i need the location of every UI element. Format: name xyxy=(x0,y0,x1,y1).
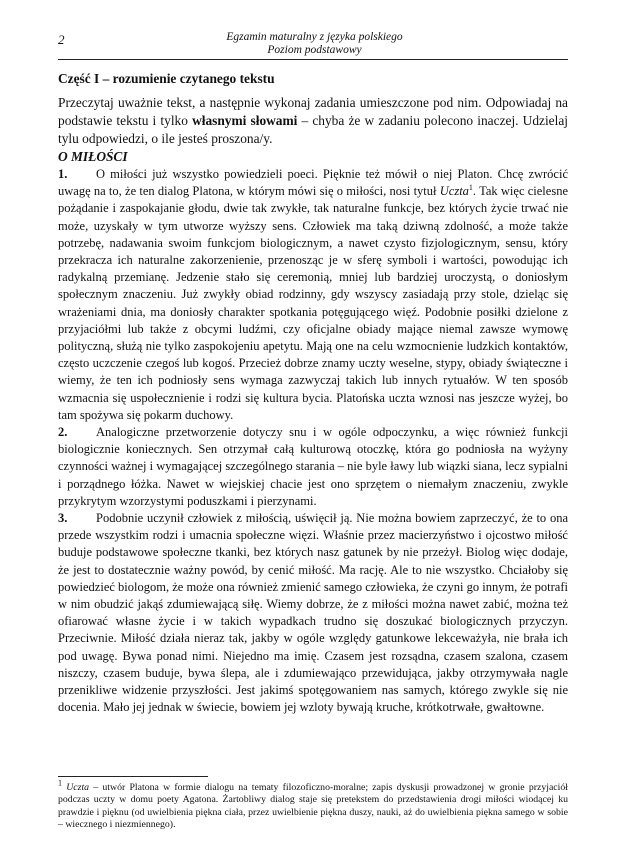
header-exam-title: Egzamin maturalny z języka polskiego xyxy=(226,31,403,43)
paragraph-text: O miłości już wszystko powiedzieli poeci. Pięknie też mówił o niej Platon. Chcę zwrócić uwagę na to, że ten dialog Platona, w którym mówi się o miłości, nosi tytuł xyxy=(58,167,568,199)
header-divider xyxy=(58,59,568,60)
work-title: Uczta xyxy=(439,184,469,199)
paragraph-text: Podobnie uczynił człowiek z miłością, uświęcił ją. Nie można bowiem zaprzeczyć, że to ona przede wszystkim rodzi i umacnia społeczne więzi. Właśnie przez macierzyństwo i ojcostwo miłość buduje podstawowe społeczne tkanki, bez których nasz gatunek by nie przeżył. Biolog więc dodaje, że jest to dostatecznie ważny powód, by cenić miłość. Ma rację. Ale to nie wszystko. Chciałoby się powiedzieć biologom, że może ona również zmienić samego człowieka, że czyni go innym, że potrafi w nim obudzić jakąś zdumiewającą siłę. Wiemy dobrze, że z miłości można nawet zabić, można też ofiarować własne życie i w takich wypadkach trudno się doszukać biologicznych przyczyn. Przeciwnie. Miłość działa nieraz tak, jakby w ogóle względy gatunkowe lekceważyła, nie brała ich pod uwagę. Bywa ponad nimi. Niejedno ma imię. Czasem jest rozsądna, czasem szalona, czasem niszczy, czasem buduje, bywa ślepa, ale i zdumiewająco przewidująca, jakby otrzymywała nagle przenikliwe widzenie przyszłości. Jest jakimś spotęgowaniem nas samych, którego zwykle się nie docenia. Mało jej jednak w świecie, bowiem jej wzloty bywają kruche, krótkotrwałe, gwałtowne. xyxy=(58,511,568,715)
paragraph-number: 3. xyxy=(58,511,68,526)
section-heading: Część I – rozumienie czytanego tekstu xyxy=(58,71,275,86)
paragraph-2 xyxy=(58,424,568,510)
footnote-reference: 1 xyxy=(468,183,473,193)
article-body xyxy=(58,166,568,717)
footnote-text: – utwór Platona w formie dialogu na tematy filozoficzno-moralne; zapis dyskusji prowadzonej w gronie przyjaciół podczas uczty w domu poety Agatona. Żartobliwy dialog staje się pretekstem do przedstawienia drogi miłości wiodącej ku prawdzie i pięknu (od uwielbienia piękna ciała, przez uwielbienie piękna duszy, nauki, aż do uwielbienia piękna samego w sobie – wiecznego i niezmiennego). xyxy=(58,782,568,831)
page-number: 2 xyxy=(58,32,65,47)
instructions-emphasis: własnymi słowami xyxy=(192,113,298,128)
instructions-text-start: Przeczytaj uważnie tekst, a następnie wykonaj zadania umieszczone pod nim. Odpowiadaj na podstawie tekstu i tylko xyxy=(58,95,568,128)
instructions-text-end: – chyba że w zadaniu polecono inaczej. Udzielaj tylu odpowiedzi, o ile jesteś proszona/y. xyxy=(58,113,569,146)
paragraph-3 xyxy=(58,510,568,716)
footnote-term: Uczta xyxy=(66,782,90,793)
footnote-divider xyxy=(58,776,208,777)
paragraph-text: Analogiczne przetworzenie dotyczy snu i w ogóle odpoczynku, a więc również funkcji biologicznie koniecznych. Sen otrzymał całą kulturową otoczkę, która go podniosła na wyżyny czynności ważnej i wymagającej szczególnego starania – nie byle ławy lub wiązki siana, lecz sypialni i porządnego łóżka. Nawet w wiejskiej chacie jest ono sprzętem o niemałym znaczeniu, zwykle przykrytym wzorzystymi poduszkami i pierzynami. xyxy=(58,425,568,508)
paragraph-number: 1. xyxy=(58,167,68,181)
instructions xyxy=(58,94,568,148)
paragraph-text: . Tak więc cielesne pożądanie i zaspokajanie głodu, dwie tak zwykłe, tak naturalne funkcje, bez których życie trwać nie może, uzyskały w tym utworze wyższy sens. Człowiek ma taką dziwną zdolność, a może także potrzebę, nadawania swoim funkcjom biologicznym, a nawet czysto fizjologicznym, sensu, który przekracza ich naturalne zakorzenienie, przenosząc je w sferę symboli i wartości, powodując ich radykalną przemianę. Jedzenie stało się ceremonią, mniej lub bardziej uroczystą, o doniosłym społecznym znaczeniu. Już zwykły obiad rodzinny, gdy wszyscy zasiadają przy stole, dzieląc się wrażeniami dnia, ma doniosły charakter spotkania potęgującego więź. Podobnie posiłki dzielone z przyjaciółmi lub także z obcymi ludźmi, czy oficjalne obiady mające niemal zawsze wymowę polityczną, służą nie tylko zaspokojeniu apetytu. Mają one na celu wzmocnienie ludzkich kontaktów, często uczczenie czegoś lub kogoś. Przecież dobrze znamy uczty weselne, stypy, obiady świąteczne i wiemy, że ten ich podniosły sens wymaga zazwyczaj takich lub innych rytuałów. W ten sposób wzmacnia się uspołecznienie i rodzi się kultura bycia. Platońska uczta wznosi nas jeszcze wyżej, bo tam spożywa się pokarm duchowy. xyxy=(58,184,568,422)
running-header xyxy=(0,31,629,57)
article-title: O MIŁOŚCI xyxy=(58,149,128,164)
paragraph-number: 2. xyxy=(58,425,68,440)
footnote xyxy=(58,778,568,832)
paragraph-1 xyxy=(58,166,568,424)
header-exam-level: Poziom podstawowy xyxy=(267,44,362,56)
footnote-marker: 1 xyxy=(58,778,62,788)
